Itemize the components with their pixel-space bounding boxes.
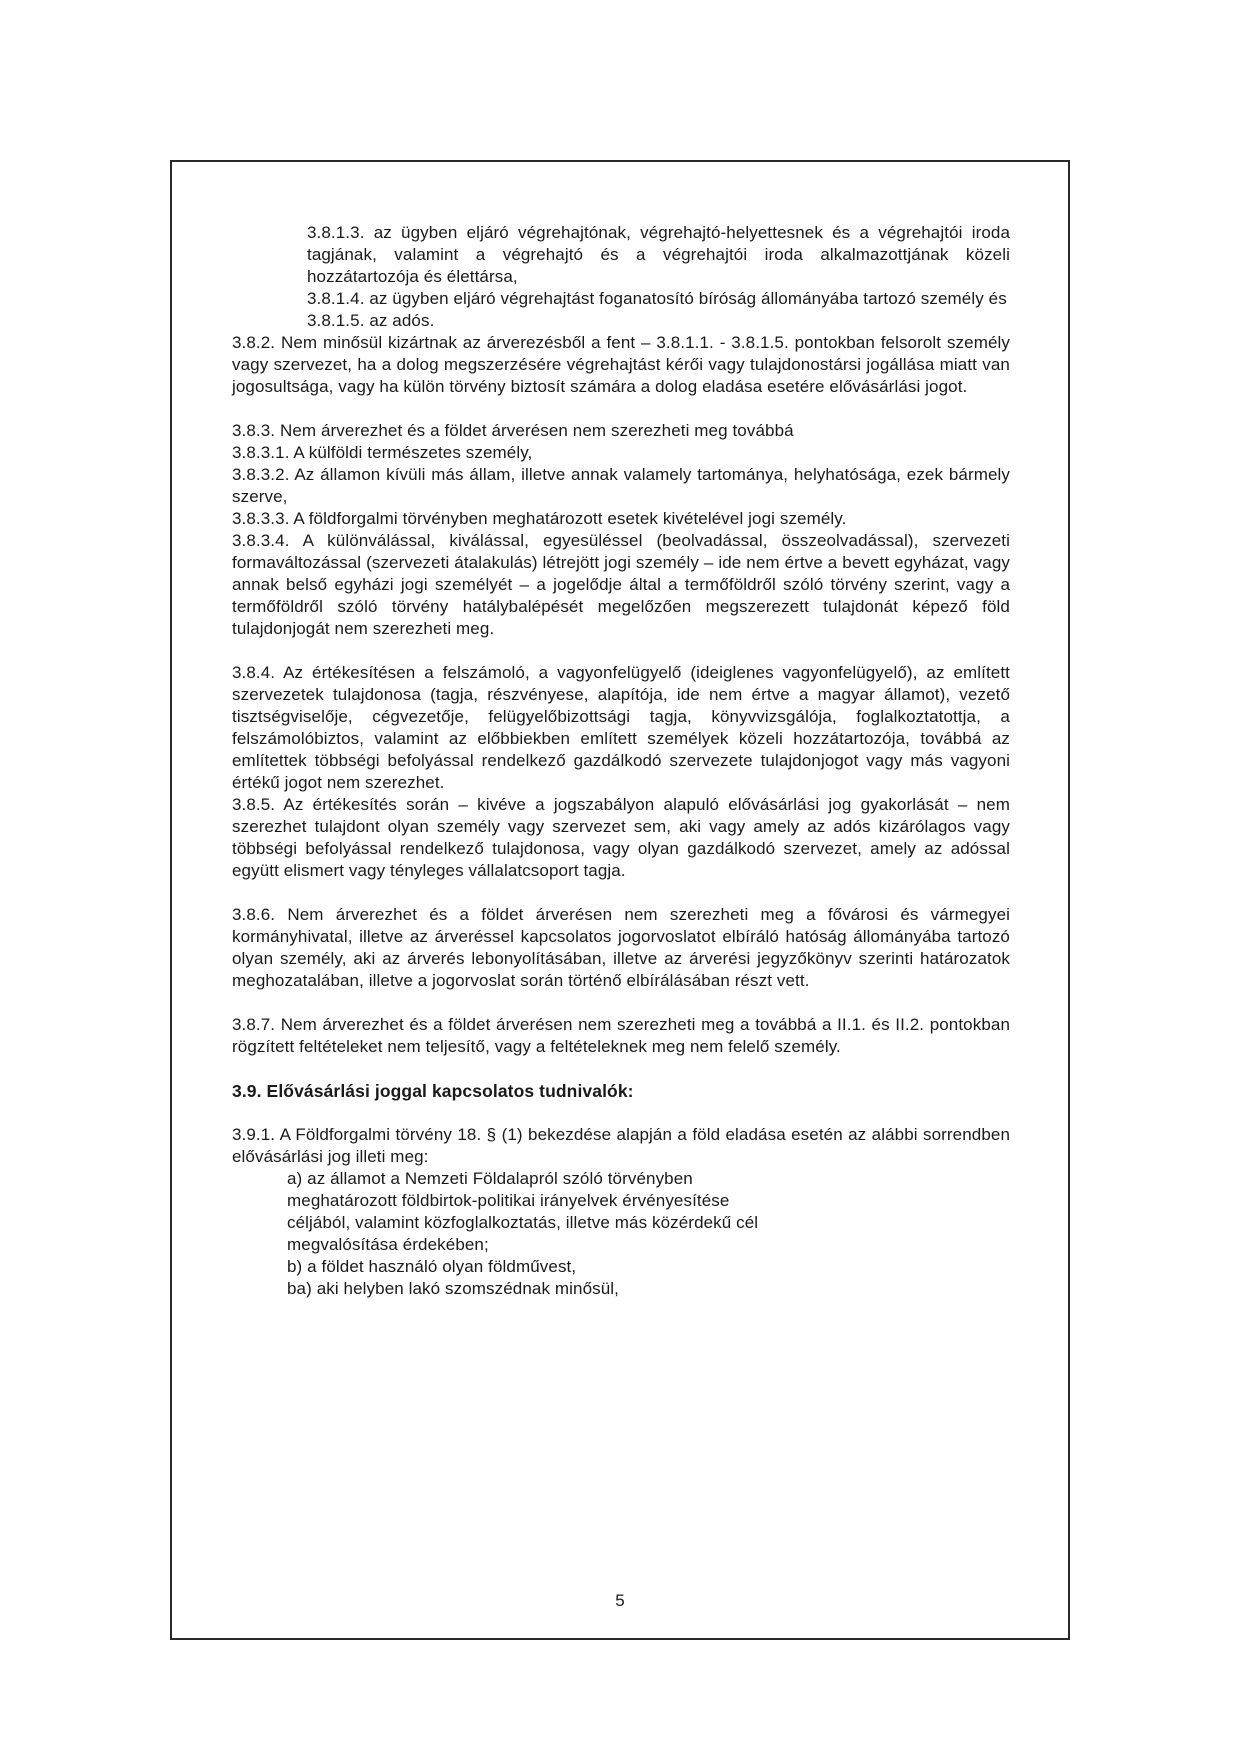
- paragraph-3-8-3: 3.8.3. Nem árverezhet és a földet árverésen nem szerezheti meg továbbá: [232, 421, 794, 440]
- list-item-b: b) a földet használó olyan földművest,: [287, 1257, 577, 1276]
- section-heading-3-9: 3.9. Elővásárlási joggal kapcsolatos tudnivalók:: [232, 1081, 634, 1101]
- paragraph-3-8-7: 3.8.7. Nem árverezhet és a földet árverésen nem szerezheti meg a továbbá a II.1. és II.2. pontokban rögzített feltételeket nem teljesítő, vagy a feltételeknek meg nem felelő személy.: [232, 1015, 1010, 1056]
- paragraph-3-8-4: 3.8.4. Az értékesítésen a felszámoló, a vagyonfelügyelő (ideiglenes vagyonfelügyelő), az említett szervezetek tulajdonosa (tagja, részvényese, alapítója, ide nem értve a magyar államot), vezető tisztségviselője, cégvezetője, felügyelőbizottsági tagja, könyvvizsgálója, foglalkoztatottja, a felszámolóbiztos, valamint az előbbiekben említett személyek közeli hozzátartozója, továbbá az említettek többségi befolyással rendelkező gazdálkodó szervezete tulajdonjogot vagy más vagyoni értékű jogot nem szerezhet.: [232, 663, 1010, 792]
- paragraph-3-8-5: 3.8.5. Az értékesítés során – kivéve a jogszabályon alapuló elővásárlási jog gyakorlását – nem szerezhet tulajdont olyan személy vagy szervezet sem, aki vagy amely az adós kizárólagos vagy többségi befolyással rendelkező tulajdonosa, vagy olyan gazdálkodó szervezet, amely az adóssal együtt elismert vagy tényleges vállalatcsoport tagja.: [232, 795, 1010, 880]
- spacer: [232, 1102, 1010, 1124]
- document-body: [232, 222, 1010, 1300]
- paragraph-3-8-2: 3.8.2. Nem minősül kizártnak az árverezésből a fent – 3.8.1.1. - 3.8.1.5. pontokban felsorolt személy vagy szervezet, ha a dolog megszerzésére végrehajtást kérői vagy tulajdonostársi jogállása miatt van jogosultsága, vagy ha külön törvény biztosít számára a dolog eladása esetére elővásárlási jogot.: [232, 333, 1010, 396]
- paragraph-3-8-3-2: 3.8.3.2. Az államon kívüli más állam, illetve annak valamely tartománya, helyhatósága, ezek bármely szerve,: [232, 465, 1010, 506]
- paragraph-3-8-3-1: 3.8.3.1. A külföldi természetes személy,: [232, 443, 533, 462]
- spacer: [232, 882, 1010, 904]
- spacer: [232, 992, 1010, 1014]
- spacer: [232, 640, 1010, 662]
- spacer: [232, 1058, 1010, 1080]
- paragraph-3-8-3-4: 3.8.3.4. A különválással, kiválással, egyesüléssel (beolvadással, összeolvadással), szervezeti formaváltozással (szervezeti átalakulás) létrejött jogi személy – ide nem értve a bevett egyházat, vagy annak belső egyházi jogi személyét – a jogelődje által a termőföldről szóló törvény szerint, vagy a termőföldről szóló törvény hatálybalépését megelőzően megszerezett tulajdonát képező föld tulajdonjogát nem szerezheti meg.: [232, 531, 1010, 638]
- paragraph-3-8-1-3: 3.8.1.3. az ügyben eljáró végrehajtónak, végrehajtó-helyettesnek és a végrehajtói iroda tagjának, valamint a végrehajtó és a végrehajtói iroda alkalmazottjának közeli hozzátartozója és élettársa,: [307, 223, 1010, 286]
- paragraph-3-9-1: 3.9.1. A Földforgalmi törvény 18. § (1) bekezdése alapján a föld eladása esetén az alábbi sorrendben elővásárlási jog illeti meg:: [232, 1125, 1010, 1166]
- paragraph-3-8-3-3: 3.8.3.3. A földforgalmi törvényben meghatározott esetek kivételével jogi személy.: [232, 509, 847, 528]
- page-number: 5: [615, 1591, 625, 1610]
- list-item-ba: ba) aki helyben lakó szomszédnak minősül,: [287, 1279, 619, 1298]
- paragraph-3-8-6: 3.8.6. Nem árverezhet és a földet árverésen nem szerezheti meg a fővárosi és vármegyei kormányhivatal, illetve az árveréssel kapcsolatos jogorvoslatot elbíráló hatóság állományába tartozó olyan személy, aki az árverés lebonyolításában, illetve az árverési jegyzőkönyv szerinti határozatok meghozatalában, illetve a jogorvoslat során történő elbírálásában részt vett.: [232, 905, 1010, 990]
- spacer: [232, 398, 1010, 420]
- paragraph-3-8-1-5: 3.8.1.5. az adós.: [307, 311, 435, 330]
- list-item-a: a) az államot a Nemzeti Földalapról szóló törvényben meghatározott földbirtok-politikai irányelvek érvényesítése céljából, valamint közfoglalkoztatás, illetve más közérdekű cél megvalósítása érdekében;: [287, 1169, 759, 1254]
- paragraph-3-8-1-4: 3.8.1.4. az ügyben eljáró végrehajtást foganatosító bíróság állományába tartozó személy és: [307, 289, 1007, 308]
